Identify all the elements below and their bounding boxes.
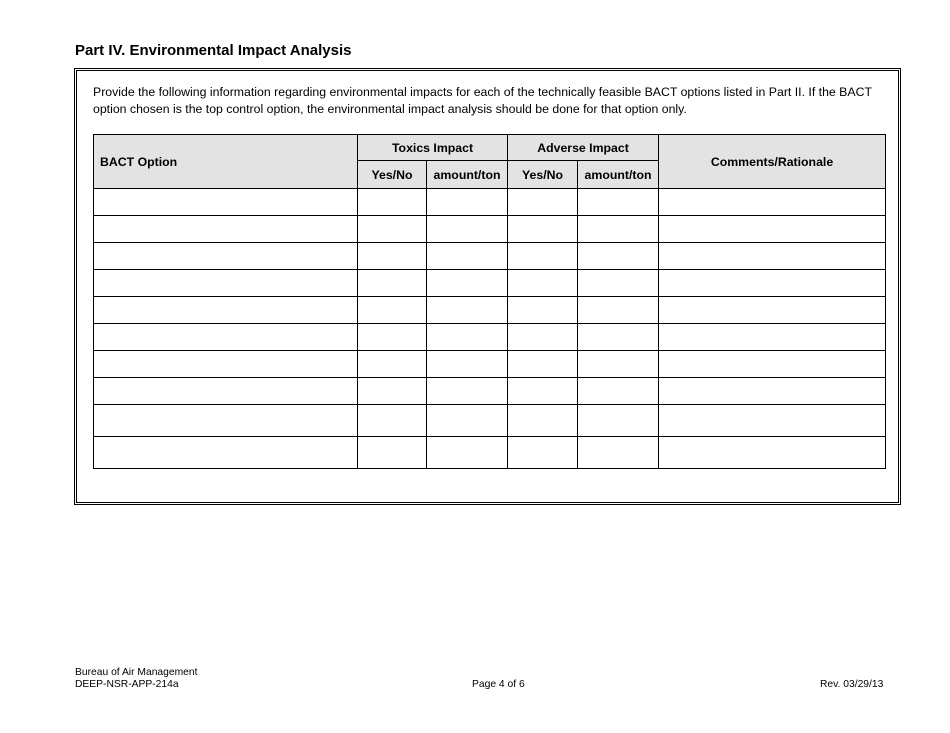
bact-option-cell[interactable]: [94, 297, 358, 324]
table-row: [94, 324, 886, 351]
bact-option-header: BACT Option: [94, 135, 358, 189]
table-row: [94, 189, 886, 216]
footer-bureau: Bureau of Air Management: [75, 667, 198, 678]
adverse-yes-no-cell[interactable]: [508, 437, 578, 469]
toxics-yes-no-cell[interactable]: [358, 216, 427, 243]
table-row: [94, 243, 886, 270]
toxics-amount-cell[interactable]: [427, 378, 508, 405]
toxics-amount-cell[interactable]: [427, 243, 508, 270]
adverse-amount-cell[interactable]: [578, 297, 659, 324]
comments-cell[interactable]: [659, 437, 886, 469]
section-title: Part IV. Environmental Impact Analysis: [75, 42, 352, 59]
toxics-amount-cell[interactable]: [427, 405, 508, 437]
table-row: [94, 405, 886, 437]
bact-option-cell[interactable]: [94, 437, 358, 469]
bact-option-cell[interactable]: [94, 216, 358, 243]
bact-option-cell[interactable]: [94, 351, 358, 378]
table-row: [94, 216, 886, 243]
comments-cell[interactable]: [659, 297, 886, 324]
adverse-amount-cell[interactable]: [578, 243, 659, 270]
toxics-yes-no-cell[interactable]: [358, 270, 427, 297]
bact-option-cell[interactable]: [94, 324, 358, 351]
comments-cell[interactable]: [659, 216, 886, 243]
adverse-amount-cell[interactable]: [578, 324, 659, 351]
adverse-impact-header: Adverse Impact: [508, 135, 659, 161]
adverse-yes-no-cell[interactable]: [508, 351, 578, 378]
toxics-yes-no-cell[interactable]: [358, 324, 427, 351]
toxics-yes-no-header: Yes/No: [358, 161, 427, 189]
toxics-amount-cell[interactable]: [427, 437, 508, 469]
footer-page-number: Page 4 of 6: [472, 679, 525, 690]
instructions-text: Provide the following information regarding environmental impacts for each of the technically feasible BACT options listed in Part II. If the BACT option chosen is the top control option, the environmental impact analysis should be done for that option only.: [93, 85, 872, 116]
toxics-yes-no-cell[interactable]: [358, 378, 427, 405]
adverse-amount-cell[interactable]: [578, 405, 659, 437]
toxics-amount-ton-header: amount/ton: [427, 161, 508, 189]
bact-option-cell[interactable]: [94, 270, 358, 297]
toxics-yes-no-cell[interactable]: [358, 351, 427, 378]
table-row: [94, 297, 886, 324]
footer-form-id: DEEP-NSR-APP-214a: [75, 679, 179, 690]
toxics-yes-no-cell[interactable]: [358, 405, 427, 437]
adverse-amount-cell[interactable]: [578, 378, 659, 405]
adverse-yes-no-cell[interactable]: [508, 297, 578, 324]
adverse-yes-no-cell[interactable]: [508, 270, 578, 297]
adverse-amount-cell[interactable]: [578, 270, 659, 297]
toxics-amount-cell[interactable]: [427, 324, 508, 351]
comments-cell[interactable]: [659, 324, 886, 351]
adverse-amount-ton-header: amount/ton: [578, 161, 659, 189]
comments-cell[interactable]: [659, 270, 886, 297]
adverse-yes-no-cell[interactable]: [508, 405, 578, 437]
adverse-yes-no-header: Yes/No: [508, 161, 578, 189]
comments-cell[interactable]: [659, 243, 886, 270]
toxics-yes-no-cell[interactable]: [358, 189, 427, 216]
toxics-amount-cell[interactable]: [427, 297, 508, 324]
bact-option-cell[interactable]: [94, 378, 358, 405]
toxics-amount-cell[interactable]: [427, 351, 508, 378]
toxics-yes-no-cell[interactable]: [358, 437, 427, 469]
adverse-amount-cell[interactable]: [578, 437, 659, 469]
adverse-amount-cell[interactable]: [578, 189, 659, 216]
adverse-yes-no-cell[interactable]: [508, 324, 578, 351]
comments-rationale-header: Comments/Rationale: [659, 135, 886, 189]
bact-option-cell[interactable]: [94, 405, 358, 437]
table-row: [94, 270, 886, 297]
toxics-yes-no-cell[interactable]: [358, 297, 427, 324]
adverse-yes-no-cell[interactable]: [508, 378, 578, 405]
comments-cell[interactable]: [659, 378, 886, 405]
bact-impact-table: [93, 134, 886, 469]
table-row: [94, 378, 886, 405]
adverse-yes-no-cell[interactable]: [508, 216, 578, 243]
comments-cell[interactable]: [659, 351, 886, 378]
footer-agency: [75, 667, 198, 691]
bact-option-cell[interactable]: [94, 189, 358, 216]
comments-cell[interactable]: [659, 189, 886, 216]
comments-cell[interactable]: [659, 405, 886, 437]
toxics-yes-no-cell[interactable]: [358, 243, 427, 270]
table-row: [94, 351, 886, 378]
bact-option-cell[interactable]: [94, 243, 358, 270]
footer-revision: Rev. 03/29/13: [820, 679, 884, 690]
adverse-yes-no-cell[interactable]: [508, 243, 578, 270]
adverse-yes-no-cell[interactable]: [508, 189, 578, 216]
toxics-impact-header: Toxics Impact: [358, 135, 508, 161]
toxics-amount-cell[interactable]: [427, 189, 508, 216]
adverse-amount-cell[interactable]: [578, 351, 659, 378]
toxics-amount-cell[interactable]: [427, 270, 508, 297]
table-row: [94, 437, 886, 469]
toxics-amount-cell[interactable]: [427, 216, 508, 243]
adverse-amount-cell[interactable]: [578, 216, 659, 243]
